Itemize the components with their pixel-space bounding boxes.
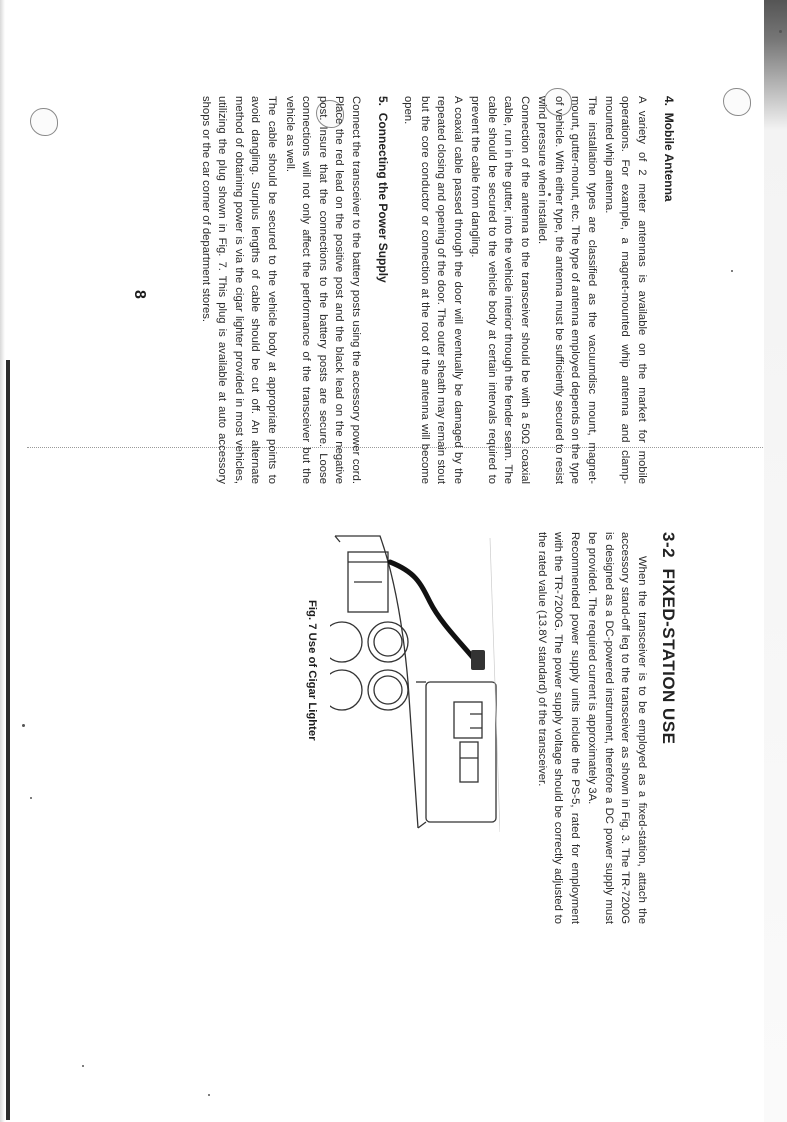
- scan-right-edge: [764, 0, 787, 1122]
- dashboard-cigar-lighter-icon: [330, 532, 500, 832]
- section-5-heading: 5. Connecting the Power Supply: [376, 96, 390, 283]
- section-4-heading: 4. Mobile Antenna: [662, 96, 676, 202]
- section-4-paragraph: Connection of the antenna to the transceiver should be with a 50Ω coaxial cable, run in the gutter, into the vehicle interior through the fender seam. The cable should be secured to the vehicle body at certain intervals required to prevent the cable from dangling.: [469, 96, 531, 484]
- section-5-paragraph: Connect the transceiver to the battery posts using the accessory power cord. Place the red lead on the positive post and the black lead on the negative post. Insure that the connections to the battery posts are secure. Loose connections will not only affect the performance of the transceiver but the vehicle as well.: [283, 96, 362, 484]
- scan-speck: [22, 724, 25, 727]
- punch-hole-mark: [723, 88, 751, 116]
- scan-binding-line: [6, 360, 10, 1120]
- section-4-paragraph: A coaxial cable passed through the door will eventually be damaged by the repeated closing and opening of the door. The outer sheath may remain stout but the core conductor or connection at the root of the antenna will become open.: [402, 96, 464, 484]
- section-3-2-paragraph: Recommended power supply units include the PS-5, rated for employment with the TR-7200G. The power supply voltage should be correctly adjusted to the rated value (13.8V standard) of the transceiver.: [535, 532, 581, 924]
- punch-hole-mark: [30, 108, 58, 136]
- scan-speck: [30, 797, 32, 799]
- scan-left-edge: [0, 0, 5, 1122]
- page-number: 8: [131, 290, 148, 299]
- section-4-paragraph: The installation types are classified as the vacuumdisc mount, magnet-mount, gutter-mount, etc. The type of antenna employed depends on the type of vehicle. With either type, the antenna must be sufficiently secured to resist wind pressure when installed.: [536, 96, 598, 484]
- scan-speck: [208, 1094, 210, 1096]
- figure-cigar-lighter: [330, 532, 500, 832]
- rotated-page-content: [90, 80, 690, 960]
- section-3-2-heading: 3-2 FIXED-STATION USE: [659, 532, 678, 745]
- section-4-paragraph: A variety of 2 meter antennas is available on the market for mobile operations. For example, a magnet-mounted whip antenna and clamp-mounted whip antenna.: [602, 96, 648, 484]
- section-5-paragraph: The cable should be secured to the vehicle body at appropriate points to avoid dangling. Surplus lengths of cable should be cut off. An alternate method of obtaining power is via the cigar lighter provided in most vehicles, utilizing the plug shown in Fig. 7. This plug is available at auto accessory shops or the car corner of department stores.: [199, 96, 278, 484]
- scan-speck: [731, 270, 733, 272]
- figure-caption: Fig. 7 Use of Cigar Lighter: [306, 600, 318, 741]
- scan-speck: [82, 1065, 84, 1067]
- scan-speck: [779, 30, 782, 33]
- section-3-2-paragraph: When the transceiver is to be employed as a fixed-station, attach the accessory stand-off leg to the transceiver as shown in Fig. 3. The TR-7200G is designed as a DC-powered instrument, therefore a DC power supply must be provided. The required current is approximately 3A.: [586, 532, 648, 924]
